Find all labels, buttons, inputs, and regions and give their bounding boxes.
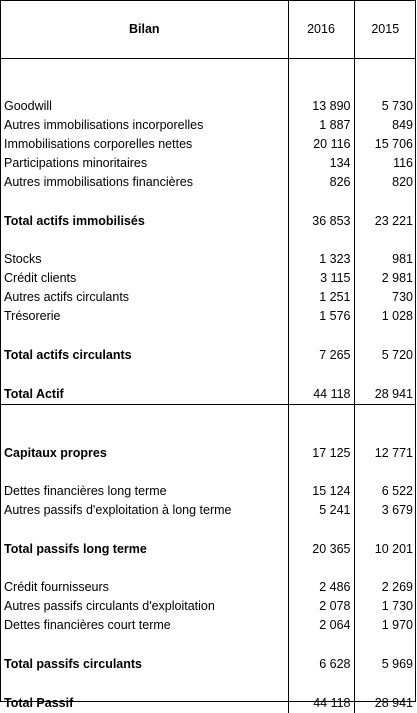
value-2016: 2 486	[288, 578, 354, 597]
table-row	[1, 501, 416, 520]
value-2015	[354, 192, 416, 211]
value-2016: 17 125	[288, 443, 354, 463]
value-2015: 116	[354, 154, 416, 173]
blank-row	[1, 405, 416, 425]
total-row	[1, 693, 416, 713]
row-label: Autres passifs d'exploitation à long terme	[4, 503, 232, 517]
total-label: Capitaux propres	[4, 446, 107, 460]
value-2016: 3 115	[288, 269, 354, 288]
row-label: Autres passifs circulants d'exploitation	[4, 599, 215, 613]
row-label: Crédit fournisseurs	[4, 580, 109, 594]
table-row	[1, 97, 416, 116]
blank-row	[1, 78, 416, 97]
balance-table	[1, 1, 416, 713]
value-2015: 1 970	[354, 616, 416, 635]
row-label: Autres immobilisations financières	[4, 175, 193, 189]
value-2016: 1 323	[288, 250, 354, 269]
blank-row	[1, 635, 416, 654]
value-2016: 1 251	[288, 288, 354, 307]
blank-row	[1, 365, 416, 384]
value-2015: 15 706	[354, 135, 416, 154]
value-2016: 20 116	[288, 135, 354, 154]
table-row	[1, 288, 416, 307]
row-label: Dettes financières court terme	[4, 618, 171, 632]
value-2016: 2 064	[288, 616, 354, 635]
value-2015: 28 941	[354, 693, 416, 713]
row-label	[1, 59, 288, 79]
total-label: Total passifs circulants	[4, 657, 143, 671]
value-2016: 826	[288, 173, 354, 192]
value-2016: 44 118	[288, 693, 354, 713]
table-row	[1, 597, 416, 616]
value-2015: 981	[354, 250, 416, 269]
total-label: Total passifs long terme	[4, 542, 147, 556]
row-label	[1, 326, 288, 345]
value-2015: 730	[354, 288, 416, 307]
value-2015: 23 221	[354, 211, 416, 231]
row-label: Stocks	[4, 252, 42, 266]
blank-row	[1, 59, 416, 79]
value-2016	[288, 192, 354, 211]
column-header-2016: 2016	[288, 1, 354, 59]
value-2016: 2 078	[288, 597, 354, 616]
value-2016: 7 265	[288, 345, 354, 365]
row-label	[1, 520, 288, 539]
blank-row	[1, 326, 416, 345]
row-label	[1, 463, 288, 482]
value-2015: 2 981	[354, 269, 416, 288]
value-2015	[354, 559, 416, 578]
value-2015: 820	[354, 173, 416, 192]
value-2016	[288, 674, 354, 693]
table-row	[1, 135, 416, 154]
blank-row	[1, 520, 416, 539]
value-2015	[354, 674, 416, 693]
row-label: Goodwill	[4, 99, 52, 113]
value-2015	[354, 326, 416, 345]
value-2016: 13 890	[288, 97, 354, 116]
row-label: Autres immobilisations incorporelles	[4, 118, 204, 132]
value-2016	[288, 463, 354, 482]
value-2016	[288, 520, 354, 539]
header-row	[1, 1, 416, 59]
row-label	[1, 635, 288, 654]
row-label	[1, 674, 288, 693]
blank-row	[1, 231, 416, 250]
value-2016	[288, 78, 354, 97]
value-2016	[288, 231, 354, 250]
value-2015	[354, 463, 416, 482]
blank-row	[1, 674, 416, 693]
row-label	[1, 405, 288, 425]
value-2015: 5 969	[354, 654, 416, 674]
value-2015	[354, 635, 416, 654]
total-label: Total Passif	[4, 696, 74, 710]
value-2016	[288, 326, 354, 345]
value-2016: 5 241	[288, 501, 354, 520]
table-title: Bilan	[1, 1, 288, 59]
value-2015: 5 720	[354, 345, 416, 365]
table-row	[1, 250, 416, 269]
row-label	[1, 424, 288, 443]
value-2016	[288, 559, 354, 578]
total-row	[1, 345, 416, 365]
total-row	[1, 384, 416, 405]
table-row	[1, 269, 416, 288]
blank-row	[1, 463, 416, 482]
row-label: Trésorerie	[4, 309, 61, 323]
row-label	[1, 559, 288, 578]
blank-row	[1, 559, 416, 578]
row-label	[1, 192, 288, 211]
total-label: Total actifs immobilisés	[4, 214, 145, 228]
table-row	[1, 116, 416, 135]
value-2015: 1 730	[354, 597, 416, 616]
value-2016	[288, 365, 354, 384]
value-2015	[354, 365, 416, 384]
table-row	[1, 578, 416, 597]
value-2016: 6 628	[288, 654, 354, 674]
value-2015	[354, 59, 416, 79]
value-2016: 1 576	[288, 307, 354, 326]
row-label: Autres actifs circulants	[4, 290, 130, 304]
column-header-2015: 2015	[354, 1, 416, 59]
value-2015: 12 771	[354, 443, 416, 463]
value-2015: 849	[354, 116, 416, 135]
value-2015: 2 269	[354, 578, 416, 597]
row-label	[1, 231, 288, 250]
value-2015: 5 730	[354, 97, 416, 116]
blank-row	[1, 192, 416, 211]
row-label: Dettes financières long terme	[4, 484, 167, 498]
value-2015	[354, 231, 416, 250]
table-row	[1, 307, 416, 326]
value-2016: 15 124	[288, 482, 354, 501]
total-row	[1, 211, 416, 231]
value-2015: 28 941	[354, 384, 416, 405]
blank-row	[1, 424, 416, 443]
value-2016	[288, 405, 354, 425]
row-label: Immobilisations corporelles nettes	[4, 137, 193, 151]
total-label: Total actifs circulants	[4, 348, 132, 362]
value-2016: 1 887	[288, 116, 354, 135]
table-row	[1, 173, 416, 192]
value-2016: 44 118	[288, 384, 354, 405]
value-2015: 1 028	[354, 307, 416, 326]
row-label: Participations minoritaires	[4, 156, 148, 170]
value-2016: 134	[288, 154, 354, 173]
value-2015	[354, 424, 416, 443]
total-row	[1, 539, 416, 559]
value-2015: 10 201	[354, 539, 416, 559]
row-label: Crédit clients	[4, 271, 77, 285]
value-2015: 6 522	[354, 482, 416, 501]
total-row	[1, 654, 416, 674]
value-2016: 20 365	[288, 539, 354, 559]
row-label	[1, 365, 288, 384]
table-row	[1, 482, 416, 501]
total-row	[1, 443, 416, 463]
value-2016	[288, 424, 354, 443]
value-2015	[354, 520, 416, 539]
table-row	[1, 154, 416, 173]
value-2016: 36 853	[288, 211, 354, 231]
total-label: Total Actif	[1, 384, 288, 405]
value-2015	[354, 78, 416, 97]
value-2015	[354, 405, 416, 425]
row-label	[1, 78, 288, 97]
value-2015: 3 679	[354, 501, 416, 520]
value-2016	[288, 59, 354, 79]
value-2016	[288, 635, 354, 654]
table-row	[1, 616, 416, 635]
